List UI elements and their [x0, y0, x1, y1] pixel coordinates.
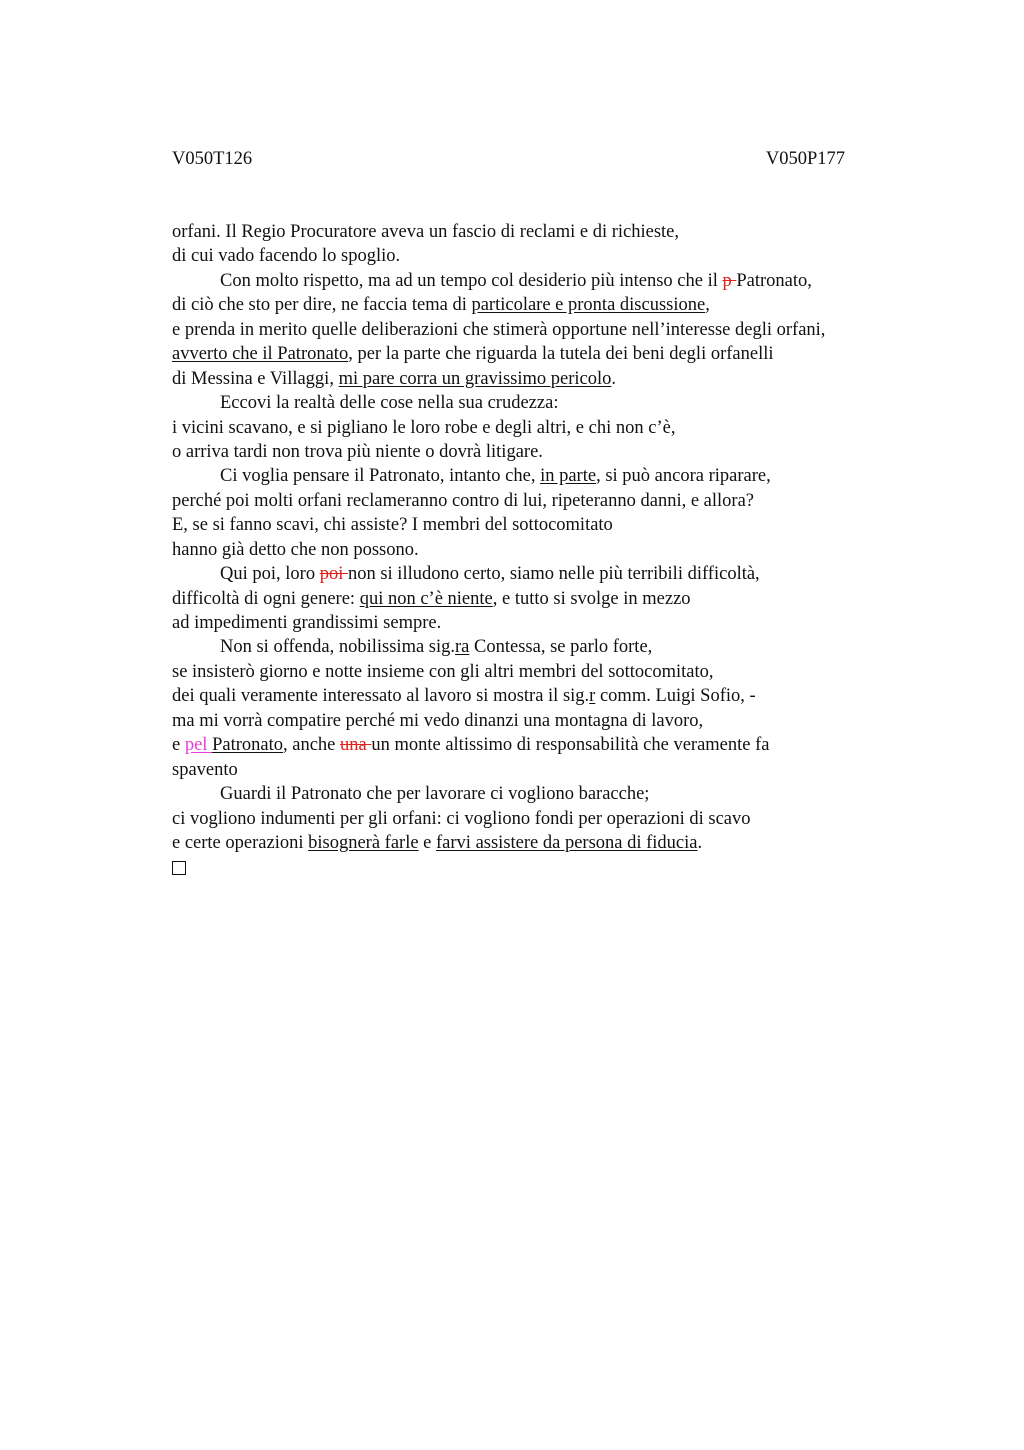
text-line: perché poi molti orfani reclameranno contro di lui, ripeteranno danni, e allora? — [172, 490, 755, 511]
text-line: e prenda in merito quelle deliberazioni che stimerà opportune nell’interesse degli orfani, — [172, 319, 826, 340]
underlined-text: farvi assistere da persona di fiducia — [436, 832, 698, 853]
text-line: di ciò che sto per dire, ne faccia tema di particolare e pronta discussione, — [172, 295, 710, 316]
text-line: E, se si fanno scavi, chi assiste? I membri del sottocomitato — [172, 515, 613, 536]
transcription-body — [172, 220, 932, 880]
text-line: se insisterò giorno e notte insieme con gli altri membri del sottocomitato, — [172, 661, 714, 682]
text-line: dei quali veramente interessato al lavoro si mostra il sig.r comm. Luigi Sofio, - — [172, 686, 756, 707]
text-line: ma mi vorrà compatire perché mi vedo dinanzi una montagna di lavoro, — [172, 710, 704, 731]
text-line: spavento — [172, 759, 238, 780]
inserted-text: pel — [184, 735, 213, 756]
text-line: Con molto rispetto, ma ad un tempo col desiderio più intenso che il p Patronato, — [220, 270, 812, 291]
text-line: o arriva tardi non trova più niente o dovrà litigare. — [172, 441, 543, 462]
deleted-text: p — [722, 270, 737, 291]
text-line: ad impedimenti grandissimi sempre. — [172, 613, 442, 633]
text-line: Qui poi, loro poi non si illudono certo, siamo nelle più terribili difficoltà, — [220, 564, 760, 585]
text-line: orfani. Il Regio Procuratore aveva un fascio di reclami e di richieste, — [172, 222, 680, 242]
underlined-text: particolare e pronta discussione — [471, 295, 706, 316]
underlined-text: avverto che il Patronato — [172, 344, 349, 365]
text-line: avverto che il Patronato, per la parte che riguarda la tutela dei beni degli orfanelli — [172, 344, 774, 365]
text-line: i vicini scavano, e si pigliano le loro robe e degli altri, e chi non c’è, — [172, 417, 676, 438]
text-line: Non si offenda, nobilissima sig.ra Contessa, se parlo forte, — [220, 637, 653, 658]
text-line: e certe operazioni bisognerà farle e farvi assistere da persona di fiducia. — [172, 832, 703, 853]
deleted-text: una — [340, 735, 372, 756]
text-line: di cui vado facendo lo spoglio. — [172, 246, 401, 267]
underlined-text: qui non c’è niente — [359, 588, 493, 609]
text-line: Eccovi la realtà delle cose nella sua crudezza: — [220, 393, 559, 414]
text-line: hanno già detto che non possono. — [172, 539, 419, 560]
deleted-text: poi — [319, 564, 348, 585]
text-line: ci vogliono indumenti per gli orfani: ci vogliono fondi per operazioni di scavo — [172, 808, 751, 829]
text-line: difficoltà di ogni genere: qui non c’è niente, e tutto si svolge in mezzo — [172, 588, 691, 609]
underlined-text: mi pare corra un gravissimo pericolo — [338, 368, 612, 389]
text-line: Guardi il Patronato che per lavorare ci vogliono baracche; — [220, 784, 650, 805]
underlined-text: bisognerà farle — [308, 832, 419, 853]
page-header — [172, 147, 845, 171]
document-code: V050T126 — [172, 149, 253, 169]
underlined-text: in parte — [540, 466, 597, 487]
end-of-text — [172, 855, 932, 879]
underlined-text: r — [589, 686, 596, 707]
underlined-text: ra — [455, 637, 470, 658]
text-line: Ci voglia pensare il Patronato, intanto che, in parte, si può ancora riparare, — [220, 466, 771, 487]
end-of-text-box-icon — [172, 861, 186, 875]
page-code: V050P177 — [765, 149, 845, 169]
text-line: di Messina e Villaggi, mi pare corra un gravissimo pericolo. — [172, 368, 616, 389]
underlined-text: Patronato — [212, 735, 283, 756]
text-line: e pel Patronato, anche una un monte altissimo di responsabilità che veramente fa — [172, 735, 770, 756]
